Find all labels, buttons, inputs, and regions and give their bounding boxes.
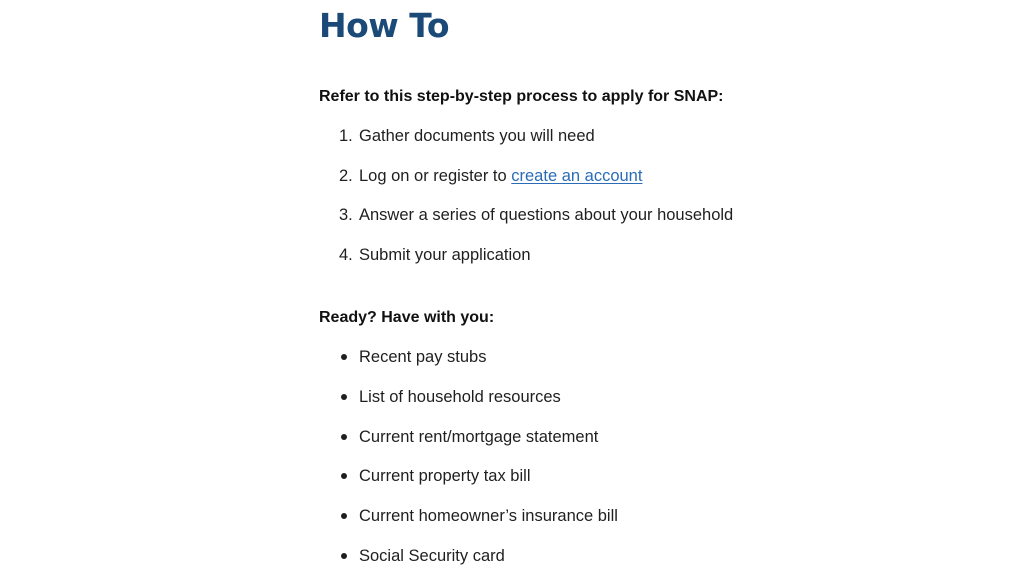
document-text: Current property tax bill	[359, 467, 531, 486]
step-number: 1.	[339, 127, 353, 145]
document-item	[319, 427, 618, 447]
step-text: Answer a series of questions about your household	[359, 206, 734, 225]
page-title: How To	[319, 6, 450, 45]
document-text: Recent pay stubs	[359, 348, 487, 366]
create-account-link[interactable]: create an account	[511, 166, 643, 185]
document-text: Social Security card	[359, 546, 505, 565]
step-item-4	[319, 245, 733, 265]
bullet-icon	[341, 354, 347, 360]
document-item	[319, 546, 618, 566]
step-number: 4.	[339, 246, 353, 265]
document-item	[319, 466, 618, 486]
step-text: Submit your application	[359, 246, 531, 265]
step-item-2	[319, 166, 733, 186]
bullet-icon	[341, 553, 347, 559]
document-text: Current rent/mortgage statement	[359, 427, 599, 446]
step-number: 2.	[339, 166, 353, 185]
bullet-icon	[341, 473, 347, 479]
ready-heading: Ready? Have with you:	[319, 309, 495, 326]
apply-steps-list	[319, 126, 733, 285]
step-number: 3.	[339, 206, 353, 225]
bullet-icon	[341, 434, 347, 440]
bullet-icon	[341, 513, 347, 519]
step-text: Gather documents you will need	[359, 127, 595, 145]
step-item-1	[319, 126, 733, 146]
document-text: List of household resources	[359, 387, 561, 406]
apply-steps-heading: Refer to this step-by-step process to apply for SNAP:	[319, 88, 724, 105]
document-text: Current homeowner’s insurance bill	[359, 507, 618, 526]
step-text: Log on or register to	[359, 166, 507, 185]
step-item-3	[319, 205, 733, 225]
document-item	[319, 347, 618, 367]
document-item	[319, 387, 618, 407]
bullet-icon	[341, 394, 347, 400]
required-documents-list	[319, 347, 618, 576]
document-item	[319, 506, 618, 526]
